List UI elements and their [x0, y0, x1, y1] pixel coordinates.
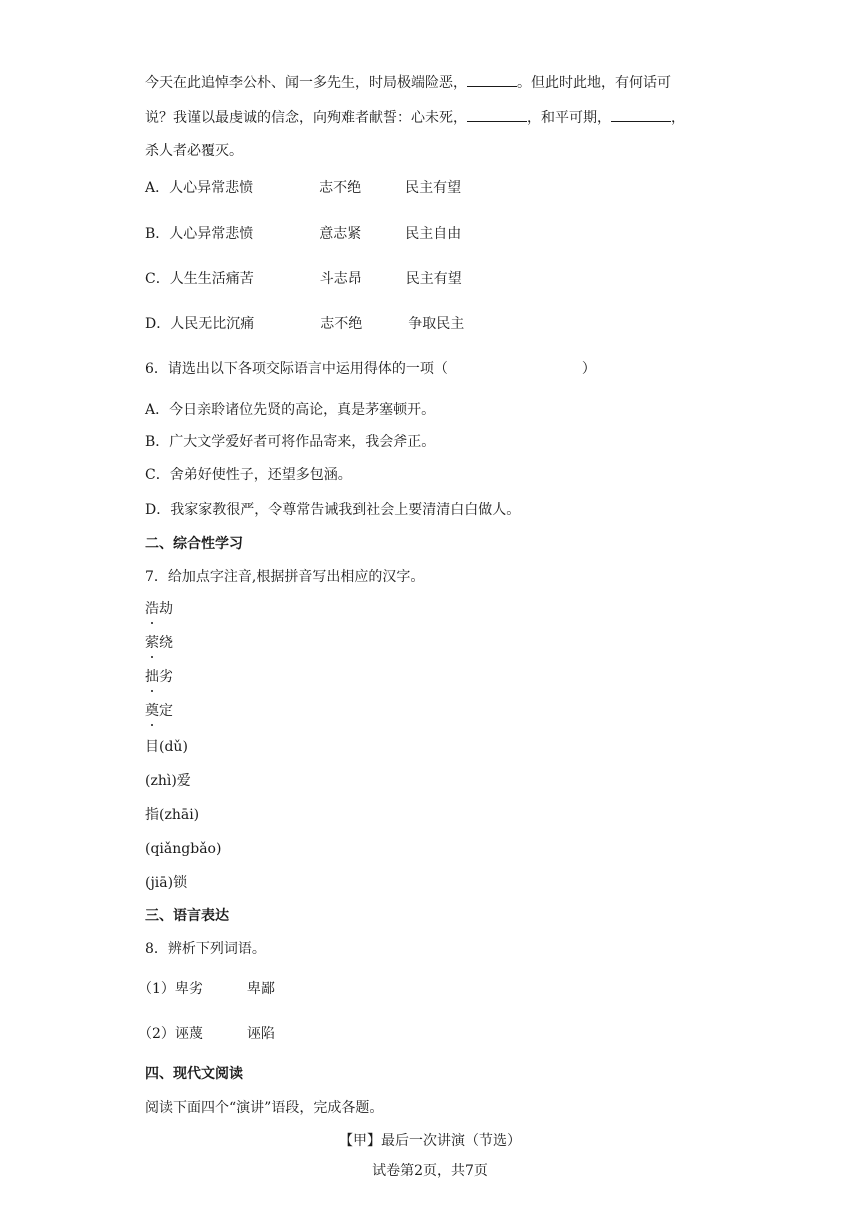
dotted-char: 拙 [145, 669, 159, 685]
q8-stem: 8．辨析下列词语。 [145, 941, 266, 957]
fill-blank-3 [611, 107, 671, 122]
q5-passage-line-3: 杀人者必覆灭。 [145, 143, 243, 159]
q6-option-d: D．我家家教很严，令尊常告诫我到社会上要清清白白做人。 [145, 502, 521, 518]
q7-stem: 7．给加点字注音,根据拼音写出相应的汉字。 [145, 569, 425, 585]
section-heading-4: 四、现代文阅读 [145, 1066, 243, 1082]
q5-option-b: B．人心异常悲愤 意志紧 民主自由 [145, 226, 462, 242]
q7-item-4: 奠定 [145, 703, 173, 719]
passage-title: 【甲】最后一次讲演（节选） [339, 1133, 521, 1149]
q5-passage-line-2: 说？我谨以最虔诚的信念，向殉难者献誓：心未死， ，和平可期， ， [145, 107, 685, 128]
q6-option-a: A．今日亲聆诸位先贤的高论，真是茅塞顿开。 [145, 402, 436, 418]
page-footer: 试卷第2页，共7页 [372, 1163, 488, 1179]
q8-pair-1: （1）卑劣 卑鄙 [138, 981, 275, 997]
q7-pinyin-4: (qiǎngbǎo) [145, 841, 222, 857]
fill-blank-1 [467, 72, 517, 87]
section-heading-3: 三、语言表达 [145, 908, 229, 924]
answer-paren-open: （ [433, 361, 448, 377]
q5-option-d: D．人民无比沉痛 志不绝 争取民主 [145, 316, 465, 332]
q6-stem: 6．请选出以下各项交际语言中运用得体的一项（ ） [145, 361, 596, 377]
q8-pair-2: （2）诬蔑 诬陷 [138, 1026, 275, 1042]
reading-intro: 阅读下面四个“演讲”语段，完成各题。 [145, 1100, 384, 1116]
answer-paren-close: ） [581, 361, 596, 377]
q7-pinyin-1: 目(dǔ) [145, 739, 188, 755]
q5-option-a: A．人心异常悲愤 志不绝 民主有望 [145, 180, 462, 196]
dotted-char: 奠 [145, 703, 159, 719]
fill-blank-2 [467, 107, 527, 122]
q5-option-c: C．人生生活痛苦 斗志昂 民主有望 [145, 271, 462, 287]
q7-item-3: 拙劣 [145, 669, 173, 685]
q6-option-b: B．广大文学爱好者可将作品寄来，我会斧正。 [145, 434, 436, 450]
q7-pinyin-3: 指(zhāi) [145, 807, 200, 823]
dotted-char: 萦 [145, 635, 159, 651]
dotted-char: 浩 [145, 601, 159, 617]
q7-item-1: 浩劫 [145, 601, 173, 617]
q7-item-2: 萦绕 [145, 635, 173, 651]
q6-option-c: C．舍弟好使性子，还望多包涵。 [145, 467, 352, 483]
section-heading-2: 二、综合性学习 [145, 536, 243, 552]
q5-passage-line-1: 今天在此追悼李公朴、闻一多先生，时局极端险恶， 。但此时此地，有何话可 [145, 72, 671, 93]
q7-pinyin-2: (zhì)爱 [145, 773, 191, 789]
q7-pinyin-5: (jiā)锁 [145, 875, 188, 891]
